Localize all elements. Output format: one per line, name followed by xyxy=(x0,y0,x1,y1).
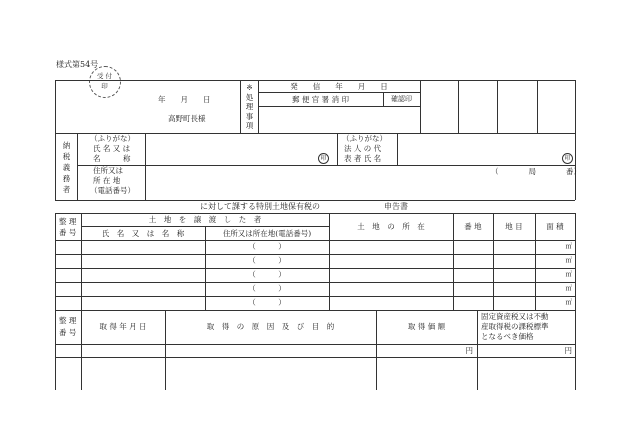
yen-unit: 円 xyxy=(465,346,473,355)
acquisition-price-header: 取 得 価 額 xyxy=(407,322,446,331)
acquisition-date-header: 取 得 年 月 日 xyxy=(99,322,147,331)
corp-seal-icon: 印 xyxy=(562,153,573,164)
name-label-2: 名 称 xyxy=(93,154,131,163)
area-unit: ㎡ xyxy=(565,298,572,306)
area-unit: ㎡ xyxy=(565,270,572,278)
ref-number-header: 整 理 xyxy=(59,217,77,226)
land-location-header: 土 地 の 所 在 xyxy=(357,222,425,231)
processing-note: ※ 処 理 事 項 xyxy=(245,83,254,130)
form-number: 様式第54号 xyxy=(56,60,99,69)
assessment-value-header-3: となるべき価格 xyxy=(481,332,534,341)
transferor-address-header: 住所又は所在地(電話番号) xyxy=(222,229,312,238)
area-unit: ㎡ xyxy=(565,284,572,292)
name-furigana-label: （ふりがな） xyxy=(90,134,135,143)
reception-seal: 印 xyxy=(101,82,108,90)
dispatch-date-label: 発 信 年 月 日 xyxy=(290,82,388,91)
phone-paren: （ ） xyxy=(248,270,286,279)
corp-rep-label: 法 人 の 代 xyxy=(344,144,382,153)
assessment-value-header-2: 産取得税の課税標準 xyxy=(481,322,549,331)
ref-number-header-2: 番 号 xyxy=(59,228,77,237)
address-label: 住所又は xyxy=(93,166,123,175)
name-label: 氏 名 又 は xyxy=(93,144,131,153)
phone-paren: （ ） xyxy=(248,298,286,307)
lot-number-header: 番 地 xyxy=(464,222,482,231)
area-unit: ㎡ xyxy=(565,242,572,250)
corp-rep-label-2: 表 者 氏 名 xyxy=(344,154,382,163)
transferor-name-header: 氏 名 又 は 名 称 xyxy=(101,229,185,238)
transferor-header: 土 地 を 譲 渡 し た 者 xyxy=(148,215,262,224)
ref-number-header-2: 番 号 xyxy=(59,328,77,337)
assessment-value-header: 固定資産税又は不動 xyxy=(481,312,549,321)
land-type-header: 地 目 xyxy=(505,222,523,231)
phone-label: （電話番号） xyxy=(90,186,135,195)
title-suffix: 申告書 xyxy=(384,202,408,211)
confirm-seal-label: 確認印 xyxy=(391,95,412,103)
area-unit: ㎡ xyxy=(565,256,572,264)
acquisition-cause-header: 取 得 の 原 因 及 び 目 的 xyxy=(206,322,335,331)
ref-number-header: 整 理 xyxy=(59,316,77,325)
phone-office-label: （ 局 番） xyxy=(491,167,581,176)
title-prefix: に対して課する特別土地保有税の xyxy=(200,202,320,211)
corp-furigana-label: （ふりがな） xyxy=(342,134,387,143)
phone-paren: （ ） xyxy=(248,242,286,251)
yen-unit: 円 xyxy=(564,346,572,355)
addressee: 高野町長様 xyxy=(168,114,206,123)
reception-label: 受 付 xyxy=(96,72,113,80)
area-header: 面 積 xyxy=(546,222,564,231)
name-seal-icon: 印 xyxy=(318,153,329,164)
taxpayer-label: 納 税 義 務 者 xyxy=(62,141,71,194)
submission-date: 年 月 日 xyxy=(158,95,211,104)
postmark-label: 郵 便 官 署 消 印 xyxy=(292,95,349,104)
phone-paren: （ ） xyxy=(248,284,286,293)
address-label-2: 所 在 地 xyxy=(93,176,121,185)
phone-paren: （ ） xyxy=(248,256,286,265)
